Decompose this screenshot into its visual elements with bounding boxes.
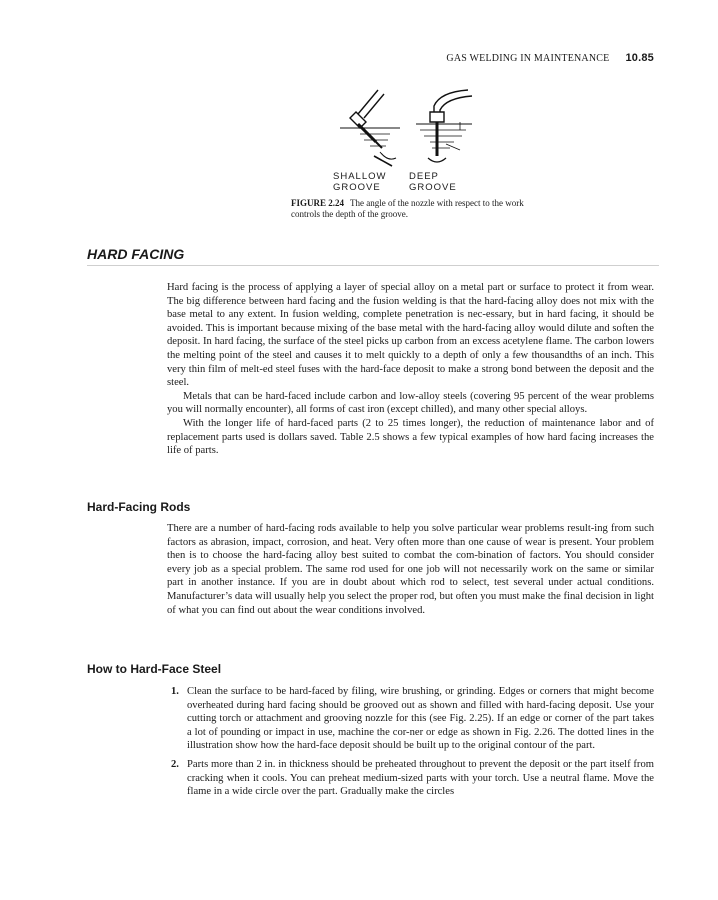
subheading-hard-facing-rods: Hard-Facing Rods [87, 500, 191, 514]
step-text: Clean the surface to be hard-faced by filing, wire brushing, or grinding. Edges or corners that might become overheated during hard facing should be grooved out as shown and filled with hard-facing deposit. Use your cutting torch or attachment and grooving nozzle for this (see Fig. 2.25). If an edge or corner of the part takes a lot of pounding or impact in use, machine the cor-ner or edge as shown in Fig. 2.26. The dotted lines in the illustration show how the hard-face deposit should be built up to the original contour of the part. [187, 686, 654, 752]
paragraph: Hard facing is the process of applying a layer of special alloy on a metal part or surface to protect it from wear. The big difference between hard facing and the fusion welding is that the hard-facing alloy does not mix with the base metal to any extent. In fusion welding, complete penetration is nec-essary, but in hard facing, it should be avoided. This is important because mixing of the base metal with the hard-facing alloy would dilute and soften the deposit. In hard facing, the surface of the steel picks up carbon from an excess acetylene flame. The carbon lowers the melting point of the steel and causes it to melt quickly to a depth of only a few thousandths of an inch. This very thin film of melt-ed steel fuses with the hard-face deposit to make a strong bond between the deposit and the steel. [167, 282, 654, 389]
deep-label-line1: DEEP [409, 171, 439, 182]
hard-facing-rods-body [167, 522, 654, 617]
deep-groove-label [409, 171, 457, 193]
paragraph: Metals that can be hard-faced include carbon and low-alloy steels (covering 95 percent of the wear problems you will normally encounter), all forms of cast iron (except chilled), and many other special alloys. [167, 390, 654, 416]
step-number: 1. [171, 686, 179, 697]
running-title: GAS WELDING IN MAINTENANCE [446, 53, 610, 64]
deep-label-line2: GROOVE [409, 182, 457, 193]
figure-caption-text: The angle of the nozzle with respect to the work controls the depth of the groove. [291, 198, 524, 219]
section-divider [87, 265, 659, 266]
deep-groove-torch [416, 90, 472, 162]
hard-facing-body [167, 281, 654, 458]
steps-list [167, 685, 654, 804]
list-item [167, 758, 654, 799]
shallow-groove-label [333, 171, 386, 193]
subheading-how-to-hard-face-steel: How to Hard-Face Steel [87, 662, 222, 676]
list-item [167, 685, 654, 753]
paragraph: There are a number of hard-facing rods available to help you solve particular wear problems result-ing from such factors as abrasion, impact, corrosion, and heat. Very often more than one cause of wear is present. Your problem then is to choose the hard-facing alloy best suited to combat the com-bination of factors. You should consider every job as a special problem. The same rod used for one job will not necessarily work on the same or similar part in another instance. If you are in doubt about which rod to select, test several under actual conditions. Manufacturer’s data will usually help you select the proper rod, but often you must make the final decision in light of what you can find out about the wear conditions involved. [167, 523, 654, 616]
shallow-label-line1: SHALLOW [333, 171, 387, 182]
paragraph: With the longer life of hard-faced parts (2 to 25 times longer), the reduction of maintenance labor and of replacement parts used is dollars saved. Table 2.5 shows a few typical examples of how hard facing increases the life of parts. [167, 417, 654, 457]
figure-number: FIGURE 2.24 [291, 198, 345, 208]
step-number: 2. [171, 758, 179, 770]
running-header [0, 52, 654, 64]
page-number: 10.85 [625, 52, 654, 64]
section-heading-hard-facing: HARD FACING [87, 246, 185, 262]
step-text: Parts more than 2 in. in thickness should be preheated throughout to prevent the deposit or the part itself from cracking when it cools. You can preheat medium-sized parts with your torch. Use a neutral flame. Move the flame in a wide circle over the part. Gradually make the circles [187, 758, 654, 798]
figure-caption [291, 198, 551, 220]
shallow-label-line2: GROOVE [333, 182, 381, 193]
shallow-groove-torch [340, 90, 400, 166]
